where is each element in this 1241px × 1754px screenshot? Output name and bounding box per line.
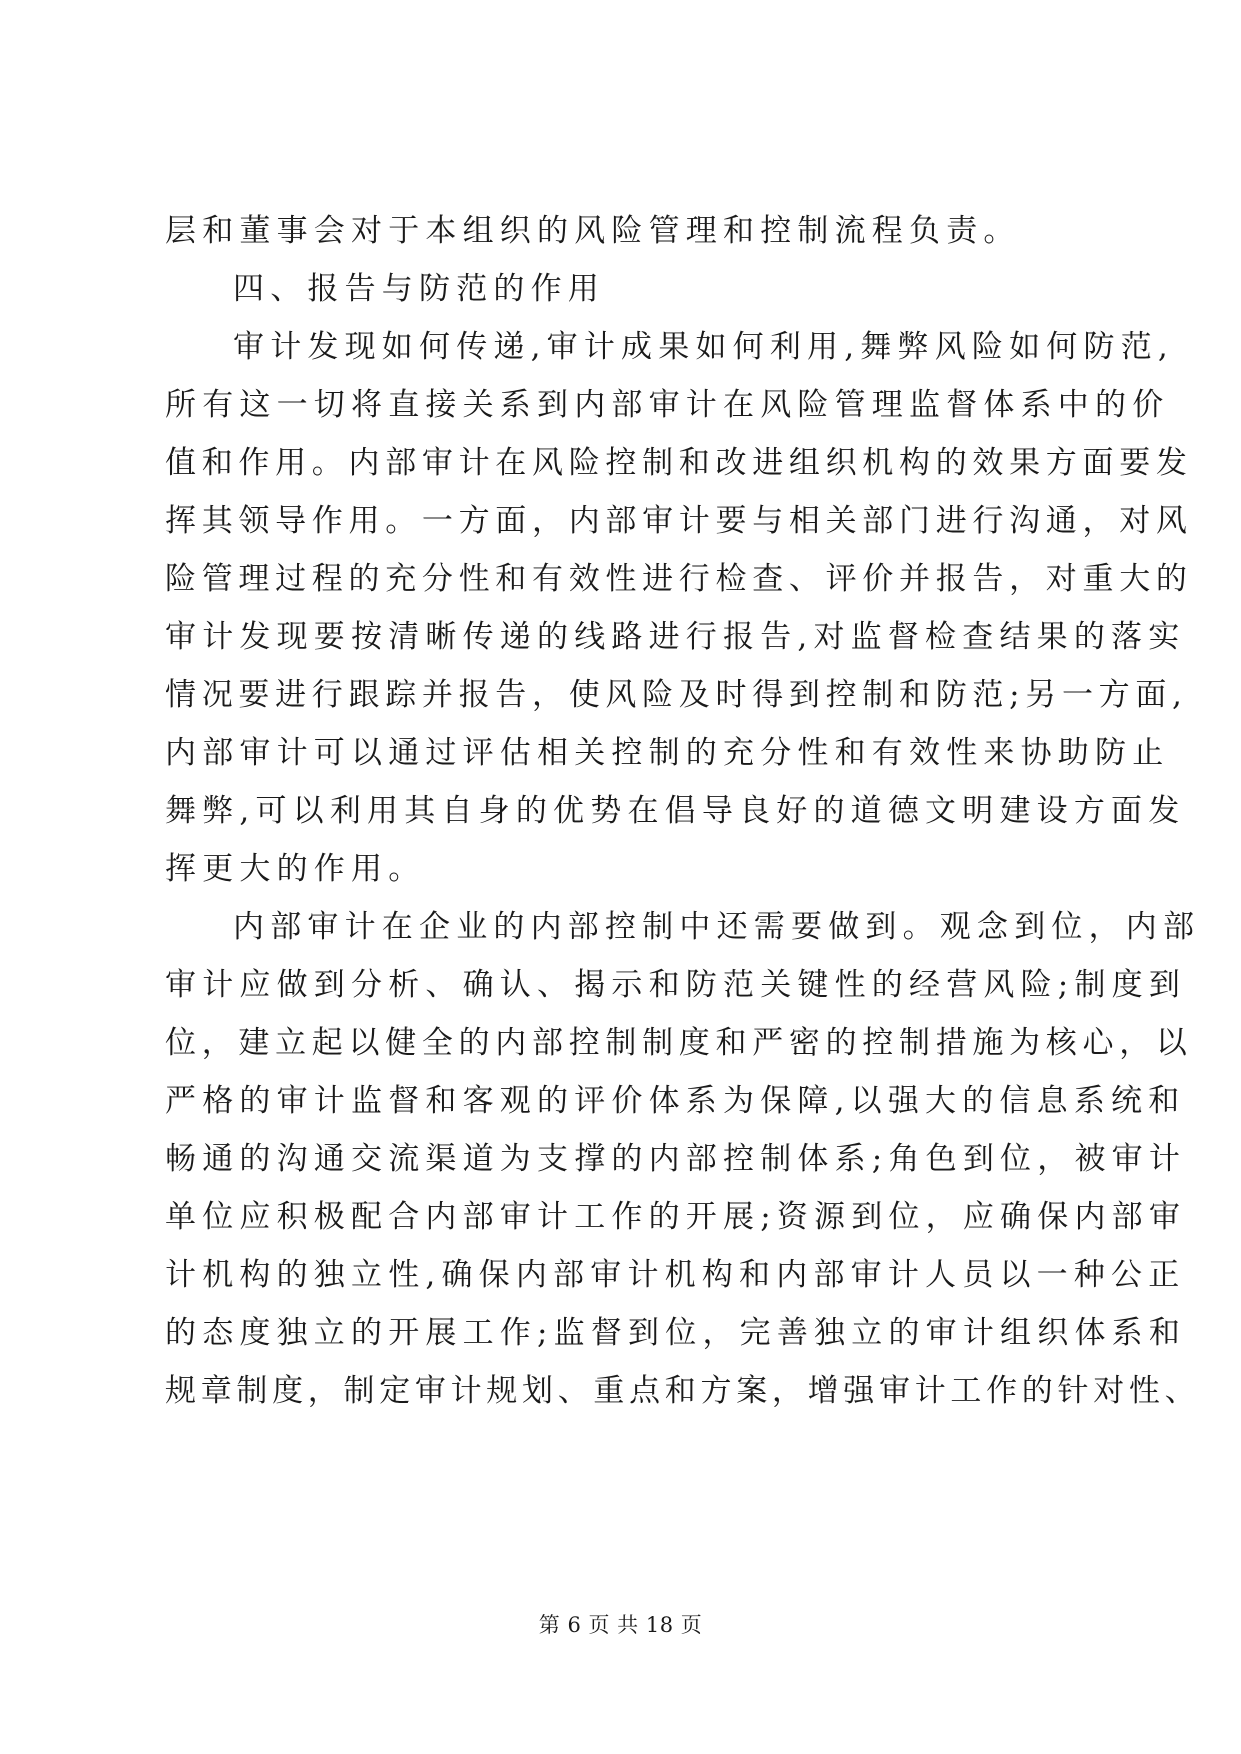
- text-line: 挥更大的作用。: [165, 851, 426, 887]
- text-line: 严格的审计监督和客观的评价体系为保障,以强大的信息系统和: [165, 1083, 1186, 1119]
- text-line: 内部审计可以通过评估相关控制的充分性和有效性来协助防止: [165, 735, 1170, 771]
- section-heading: 四、报告与防范的作用: [233, 271, 605, 307]
- text-line: 险管理过程的充分性和有效性进行检查、评价并报告，对重大的: [165, 561, 1193, 597]
- text-line: 畅通的沟通交流渠道为支撑的内部控制体系;角色到位，被审计: [165, 1141, 1187, 1177]
- text-line: 计机构的独立性,确保内部审计机构和内部审计人员以一种公正: [165, 1257, 1186, 1293]
- text-line: 审计发现如何传递,审计成果如何利用,舞弊风险如何防范,: [233, 329, 1174, 365]
- text-line: 规章制度，制定审计规划、重点和方案，增强审计工作的针对性、: [165, 1373, 1201, 1409]
- text-line: 内部审计在企业的内部控制中还需要做到。观念到位，内部: [233, 909, 1201, 945]
- text-line: 值和作用。内部审计在风险控制和改进组织机构的效果方面要发: [165, 445, 1193, 481]
- text-line: 所有这一切将直接关系到内部审计在风险管理监督体系中的价: [165, 387, 1170, 423]
- page-number-footer: 第 6 页 共 18 页: [538, 1613, 703, 1637]
- text-line: 舞弊,可以利用其自身的优势在倡导良好的道德文明建设方面发: [165, 793, 1186, 829]
- text-line: 审计应做到分析、确认、揭示和防范关键性的经营风险;制度到: [165, 967, 1187, 1003]
- text-line: 层和董事会对于本组织的风险管理和控制流程负责。: [165, 213, 1021, 249]
- text-line: 的态度独立的开展工作;监督到位，完善独立的审计组织体系和: [165, 1315, 1187, 1351]
- text-line: 挥其领导作用。一方面，内部审计要与相关部门进行沟通，对风: [165, 503, 1193, 539]
- text-line: 情况要进行跟踪并报告，使风险及时得到控制和防范;另一方面,: [165, 677, 1188, 713]
- text-line: 单位应积极配合内部审计工作的开展;资源到位，应确保内部审: [165, 1199, 1187, 1235]
- text-line: 位，建立起以健全的内部控制制度和严密的控制措施为核心，以: [165, 1025, 1193, 1061]
- text-line: 审计发现要按清晰传递的线路进行报告,对监督检查结果的落实: [165, 619, 1186, 655]
